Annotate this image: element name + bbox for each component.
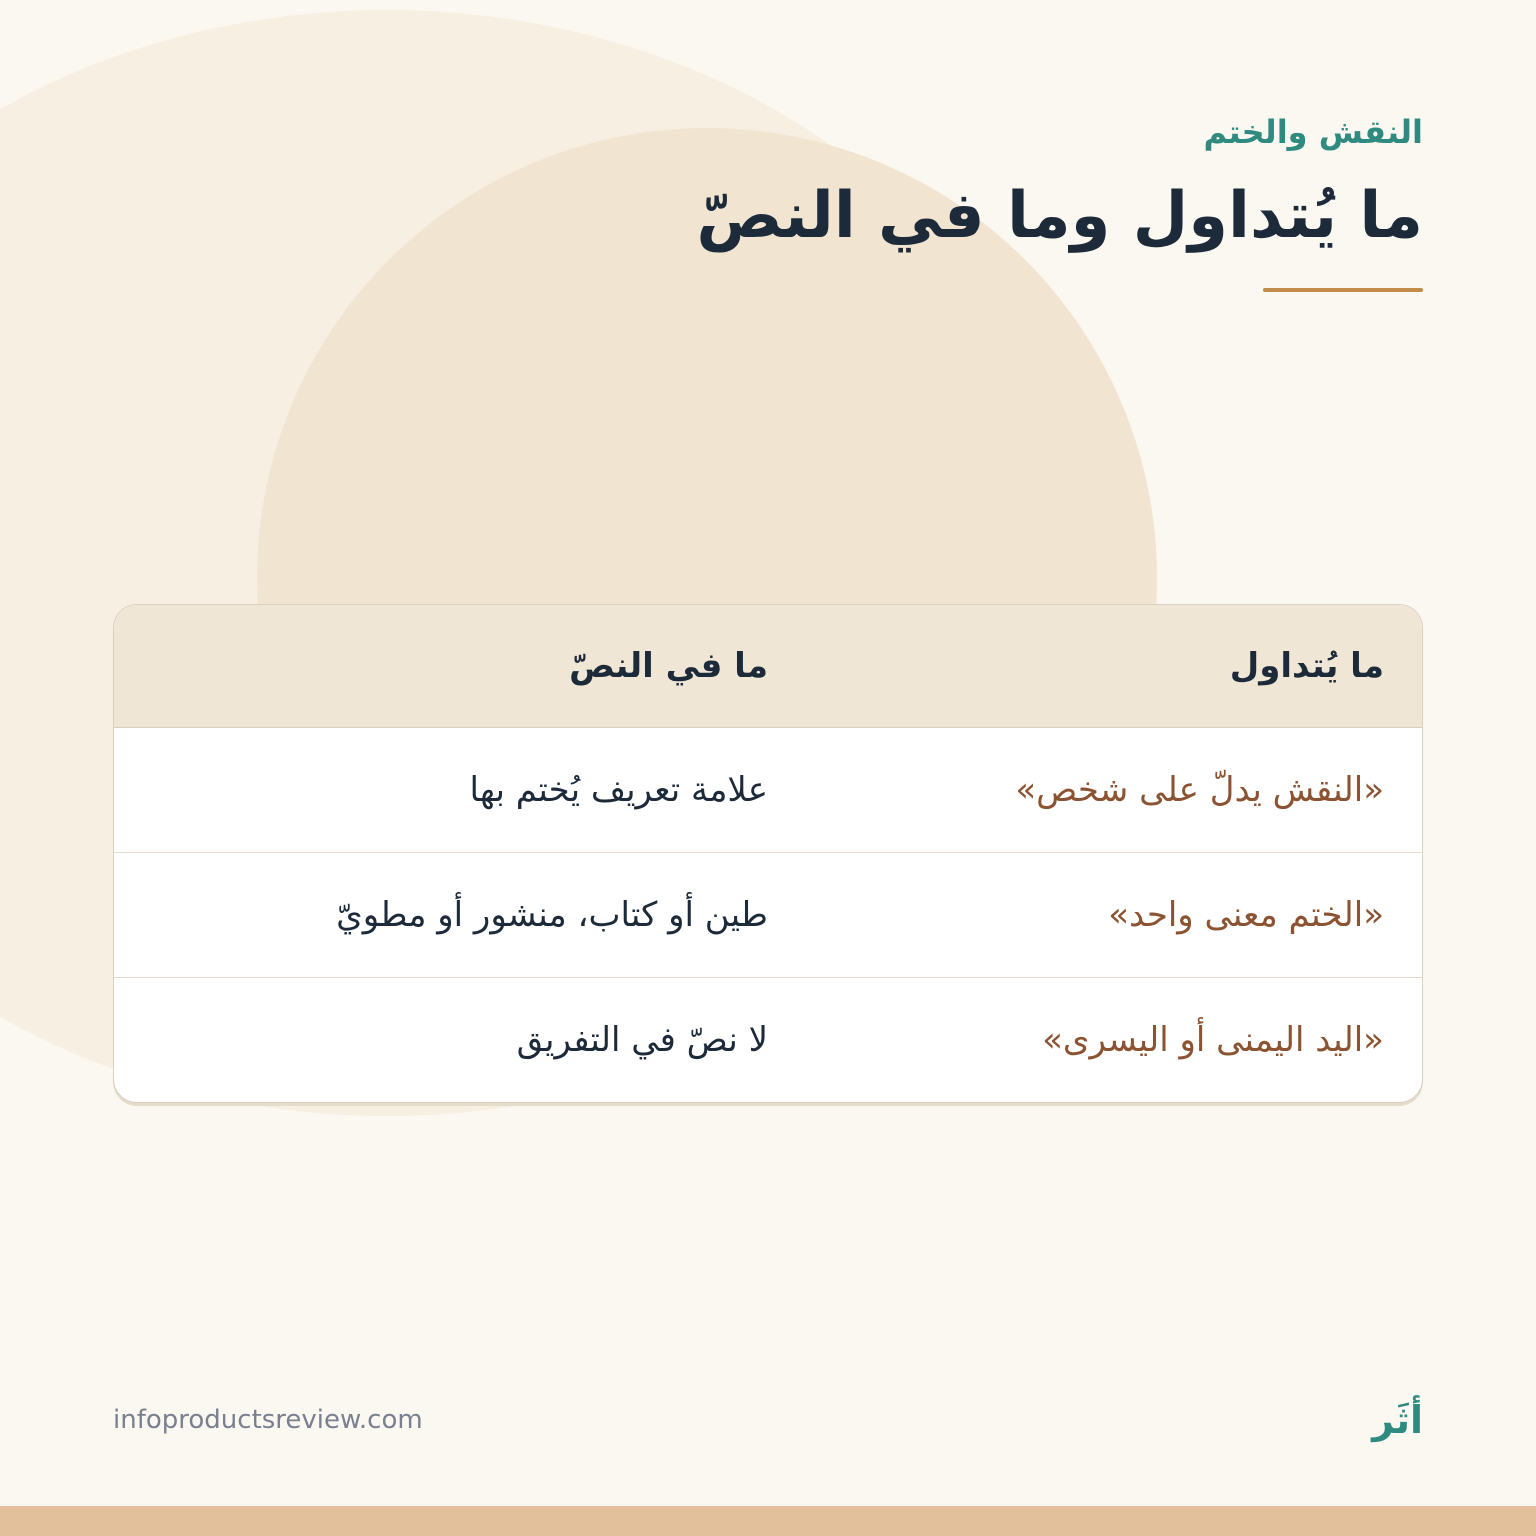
table-header-row <box>114 605 1422 728</box>
section-kicker: النقش والختم <box>1203 113 1423 151</box>
brand-logo: أثَر <box>1372 1398 1423 1442</box>
page-header <box>696 108 1423 256</box>
page-title: ما يُتداول وما في النصّ <box>696 179 1423 253</box>
cell-claim: «النقش يدلّ على شخص» <box>1015 770 1384 810</box>
cell-text: طين أو كتاب، منشور أو مطويّ <box>336 895 768 935</box>
cell-claim: «الختم معنى واحد» <box>1108 895 1384 935</box>
bottom-accent-bar <box>0 1506 1536 1536</box>
cell-text: لا نصّ في التفريق <box>516 1020 768 1060</box>
cell-claim: «اليد اليمنى أو اليسرى» <box>1042 1020 1384 1060</box>
table-row <box>114 728 1422 853</box>
column-header-text: ما في النصّ <box>569 646 768 686</box>
table-row <box>114 853 1422 978</box>
table-row <box>114 978 1422 1102</box>
comparison-table <box>113 604 1423 1103</box>
cell-text: علامة تعريف يُختم بها <box>469 770 768 810</box>
footer-url: infoproductsreview.com <box>113 1405 423 1435</box>
title-underline <box>1263 288 1423 292</box>
column-header-claim: ما يُتداول <box>1229 646 1384 686</box>
